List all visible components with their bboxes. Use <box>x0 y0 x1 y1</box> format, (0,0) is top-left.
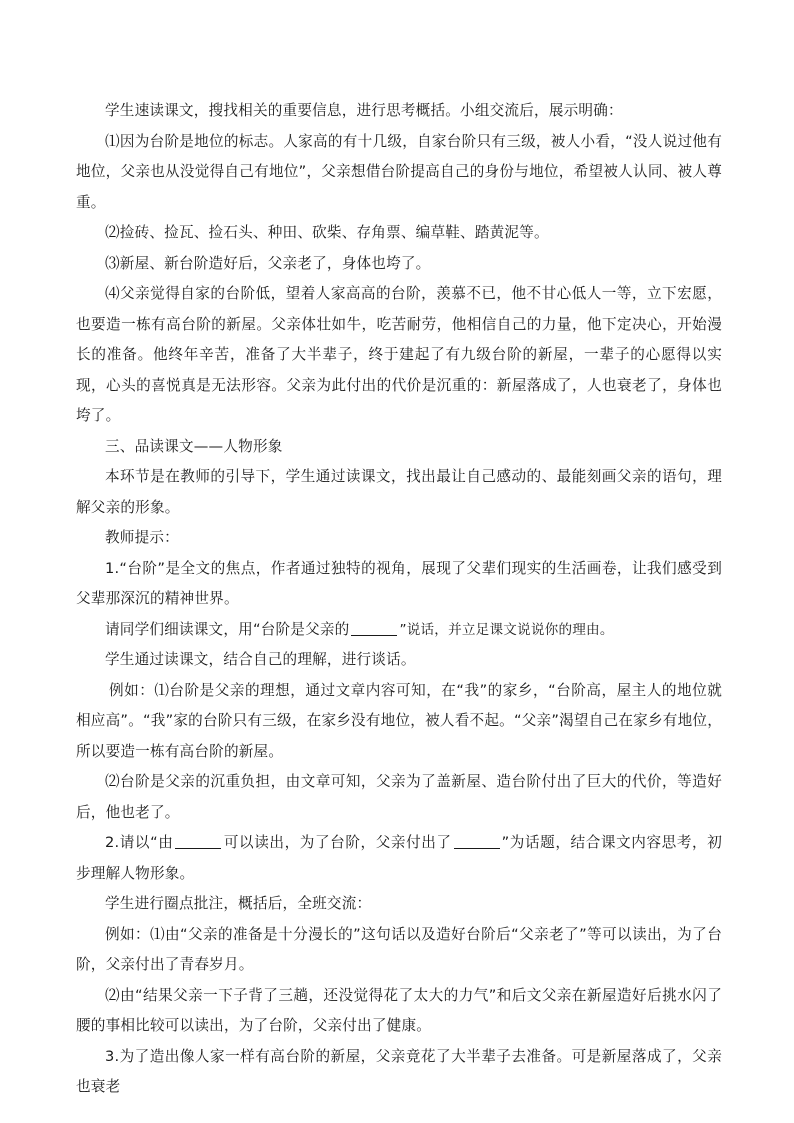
example-1: 例如：⑴台阶是父亲的理想，通过文章内容可知，在“我”的家乡，“台阶高，屋主人的地位就相应高”。“我”家的台阶只有三级，在家乡没有地位，被人看不起。“父亲”渴望自己在家乡有地位，所以要造一栋有高台阶的新屋。 <box>76 681 722 760</box>
hint-1: 1.“台阶”是全文的焦点，作者通过独特的视角，展现了父辈们现实的生活画卷，让我们感受到父辈那深沉的精神世界。 <box>76 559 722 607</box>
paragraph-intro: 学生速读课文，搜找相关的重要信息，进行思考概括。小组交流后，展示明确： <box>105 102 623 119</box>
hint-1-prompt-start: 请同学们细读课文，用“台阶是父亲的 <box>105 620 350 638</box>
paragraph-answer-3: ⑶新屋、新台阶造好后，父亲老了，身体也垮了。 <box>105 254 431 272</box>
paragraph-answer-2: ⑵捡砖、捡瓦、捡石头、种田、砍柴、存角票、编草鞋、踏黄泥等。 <box>105 224 549 241</box>
hint-2-end: ”为话题，结合课文内容思考，初步理解人物形象。 <box>76 834 722 882</box>
hint-1-prompt-end: ”说话，并立足课文说说你的理由。 <box>399 621 614 638</box>
fill-in-blank <box>175 834 221 849</box>
student-activity-2: 学生进行圈点批注，概括后，全班交流： <box>105 895 372 912</box>
document-body <box>76 96 722 1103</box>
teacher-hint-label: 教师提示： <box>105 529 179 546</box>
fill-in-blank <box>351 621 397 636</box>
fill-in-blank <box>454 834 500 849</box>
hint-1-prompt <box>76 615 722 646</box>
hint-3: 3.为了造出像人家一样有高台阶的新屋，父亲竟花了大半辈子去准备。可是新屋落成了，父亲也衰老 <box>76 1047 722 1095</box>
hint-2-middle: 可以读出，为了台阶，父亲付出了 <box>223 834 452 851</box>
example-4: ⑵由“结果父亲一下子背了三趟，还没觉得花了太大的力气”和后文父亲在新屋造好后挑水闪了腰的事相比较可以读出，为了台阶，父亲付出了健康。 <box>76 986 722 1034</box>
hint-2 <box>76 828 722 889</box>
section-heading-3: 三、品读课文——人物形象 <box>105 437 283 455</box>
paragraph-answer-1: ⑴因为台阶是地位的标志。人家高的有十几级，自家台阶只有三级，被人小看，“没人说过他有地位，父亲也从没觉得自己有地位”，父亲想借台阶提高自己的身份与地位，希望被人认同、被人尊重。 <box>76 132 722 211</box>
paragraph-section-intro: 本环节是在教师的引导下，学生通过读课文，找出最让自己感动的、最能刻画父亲的语句，理解父亲的形象。 <box>76 468 722 516</box>
example-2: ⑵台阶是父亲的沉重负担，由文章可知，父亲为了盖新屋、造台阶付出了巨大的代价，等造好后，他也老了。 <box>76 773 722 821</box>
hint-2-start: 2.请以“由 <box>105 834 174 851</box>
paragraph-answer-4: ⑷父亲觉得自家的台阶低，望着人家高高的台阶，羡慕不已，他不甘心低人一等，立下宏愿，也要造一栋有高台阶的新屋。父亲体壮如牛，吃苦耐劳，他相信自己的力量，他下定决心，开始漫长的准备。他终年辛苦，准备了大半辈子，终于建起了有九级台阶的新屋，一辈子的心愿得以实现，心头的喜悦真是无法形容。父亲为此付出的代价是沉重的：新屋落成了，人也衰老了，身体也垮了。 <box>76 285 722 424</box>
example-3: 例如：⑴由“父亲的准备是十分漫长的”这句话以及造好台阶后“父亲老了”等可以读出，为了台阶，父亲付出了青春岁月。 <box>76 925 722 973</box>
student-activity-1: 学生通过读课文，结合自己的理解，进行谈话。 <box>105 651 416 668</box>
